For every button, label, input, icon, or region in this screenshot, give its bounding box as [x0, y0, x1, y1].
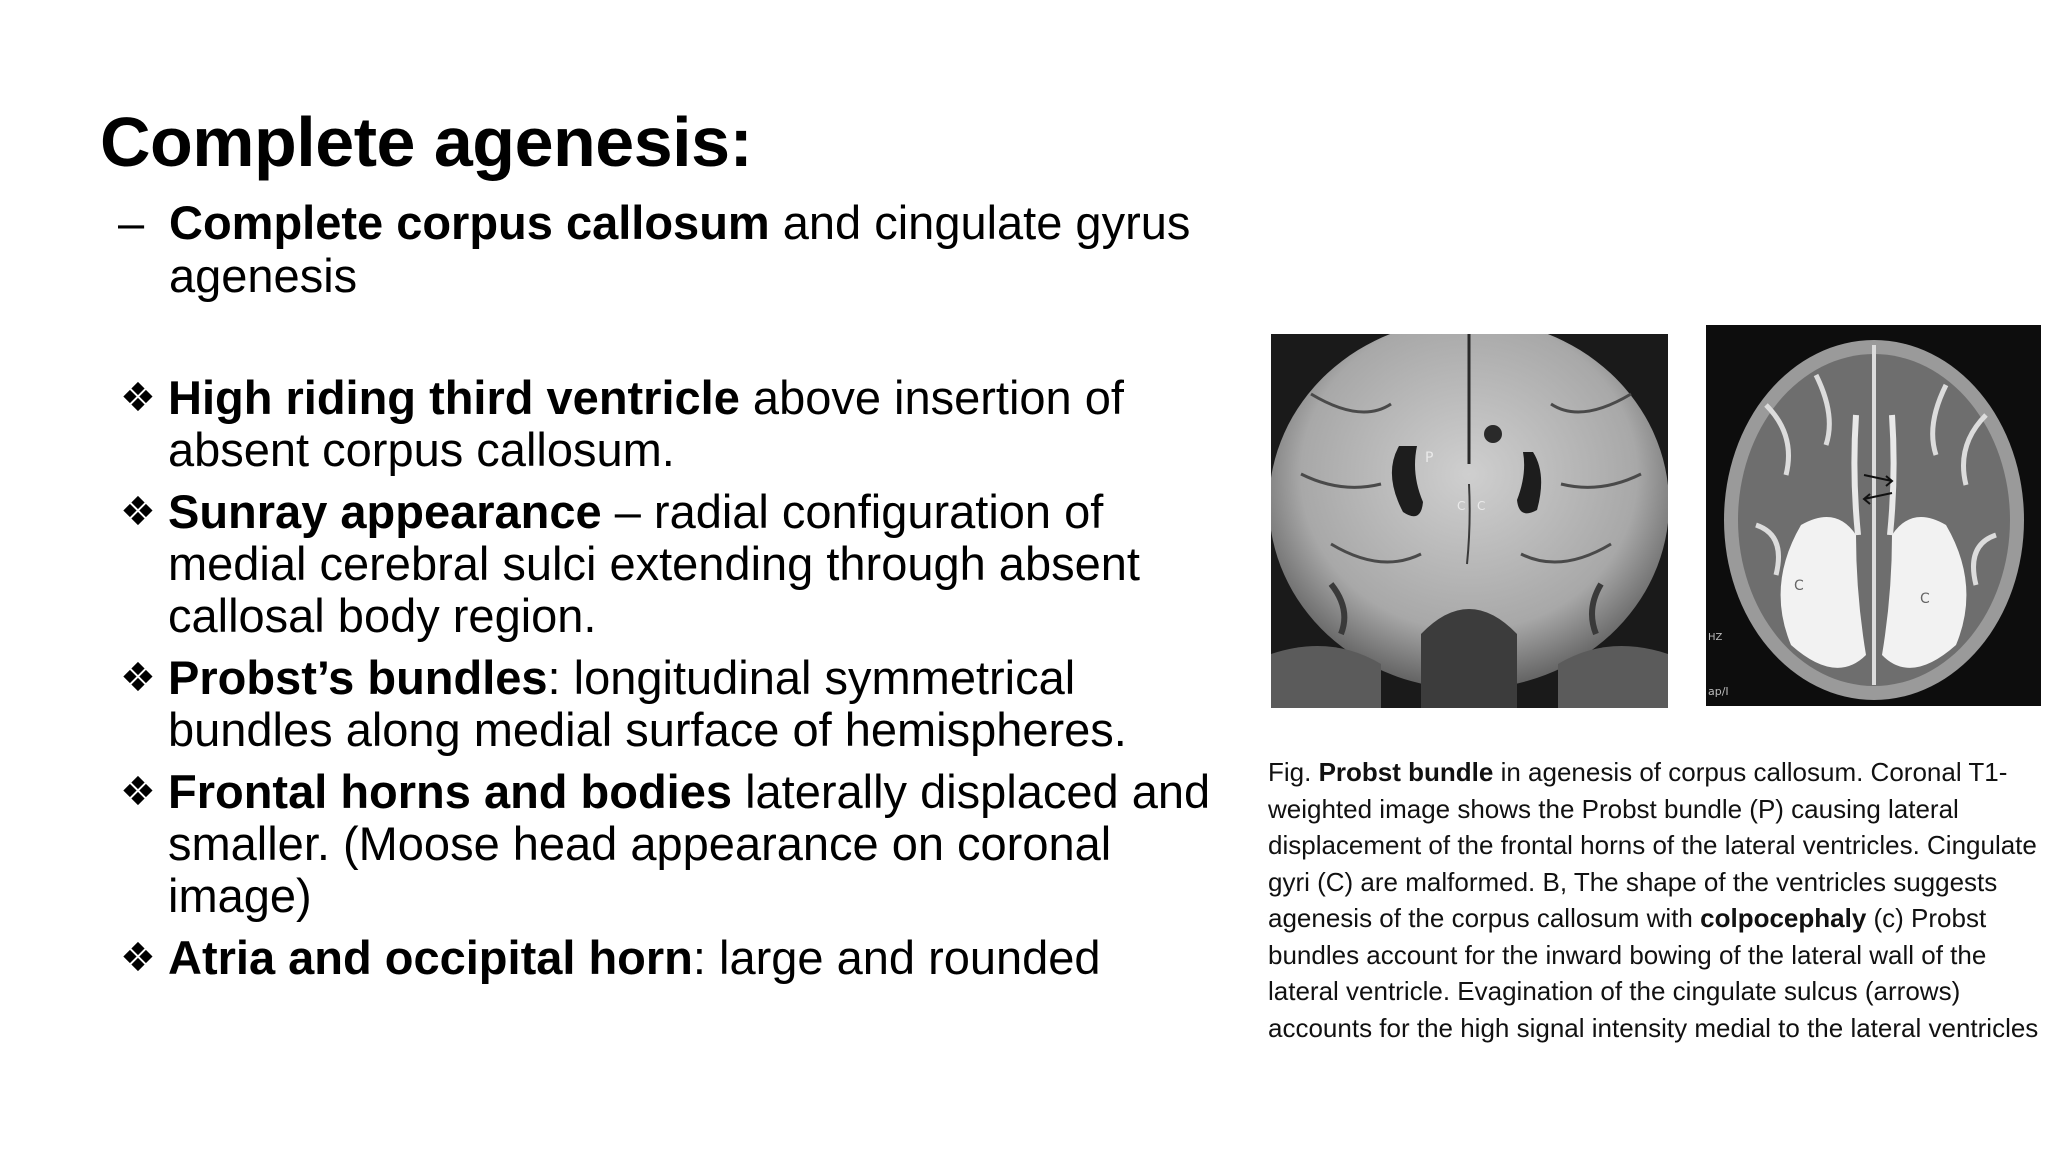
bullet-bold-text: Sunray appearance — [168, 485, 602, 538]
caption-text: in agenesis of corpus callosum. Coronal T1-weighted image shows the Probst bundle (P) causing lateral displacement of the frontal horns of the lateral ventricles. Cingulate gyri (C) are malformed. B, The shape of the ventricles suggests agenesis of the corpus callosum with — [1268, 757, 2037, 933]
bullet-item-frontal-horns — [120, 766, 1230, 922]
bullet-text: : longitudinal symmetrical bundles along medial surface of hemispheres. — [168, 651, 1127, 756]
bullet-item-sunray — [120, 486, 1230, 642]
axial-mri-image — [1706, 325, 2041, 706]
bullet-item-probst — [120, 652, 1230, 756]
dash-marker: – — [118, 196, 145, 249]
bullet-item-third-ventricle — [120, 372, 1230, 476]
bullet-text: laterally displaced and smaller. (Moose head appearance on coronal image) — [168, 765, 1211, 922]
diamond-bullet-icon: ❖ — [120, 490, 156, 534]
coronal-mri-image — [1271, 334, 1668, 708]
caption-bold-text: colpocephaly — [1700, 903, 1867, 933]
diamond-bullet-icon: ❖ — [120, 770, 156, 814]
dash-item-text — [169, 196, 1228, 302]
caption-bold-text: Probst bundle — [1318, 757, 1494, 787]
label-c: C — [1794, 578, 1804, 594]
bullet-text: – radial configuration of medial cerebral sulci extending through absent callosal body region. — [168, 485, 1140, 642]
bullet-item-atria — [120, 932, 1230, 984]
caption-text: Fig. — [1268, 757, 1319, 787]
side-mark-ap: ap/I — [1708, 685, 1729, 698]
caption-text: (c) Probst bundles account for the inward bowing of the lateral wall of the lateral ventricle. Evagination of the cingulate sulcus (arrows) accounts for the high signal intensity medial to the lateral ventricles — [1268, 903, 2039, 1043]
label-p: P — [1425, 450, 1434, 466]
label-c: C — [1477, 499, 1486, 513]
diamond-bullet-icon: ❖ — [120, 936, 156, 980]
label-c: C — [1457, 499, 1466, 513]
bullet-bold-text: Probst’s bundles — [168, 651, 548, 704]
bullet-bold-text: High riding third ventricle — [168, 371, 740, 424]
dash-item-bold: Complete corpus callosum — [169, 196, 770, 249]
diamond-bullet-icon: ❖ — [120, 656, 156, 700]
dash-list-item — [118, 196, 1228, 302]
bullet-text: above insertion of absent corpus callosum. — [168, 371, 1124, 476]
dash-item-rest: and cingulate gyrus agenesis — [169, 196, 1191, 302]
bullet-bold-text: Atria and occipital horn — [168, 931, 693, 984]
side-mark-hz: HZ — [1708, 632, 1723, 643]
diamond-bullet-icon: ❖ — [120, 376, 156, 420]
bullet-list — [120, 372, 1230, 994]
figure-caption — [1268, 754, 2043, 1046]
label-c: C — [1920, 591, 1930, 607]
slide-title: Complete agenesis: — [100, 103, 753, 181]
bullet-bold-text: Frontal horns and bodies — [168, 765, 733, 818]
bullet-text: : large and rounded — [692, 931, 1101, 984]
